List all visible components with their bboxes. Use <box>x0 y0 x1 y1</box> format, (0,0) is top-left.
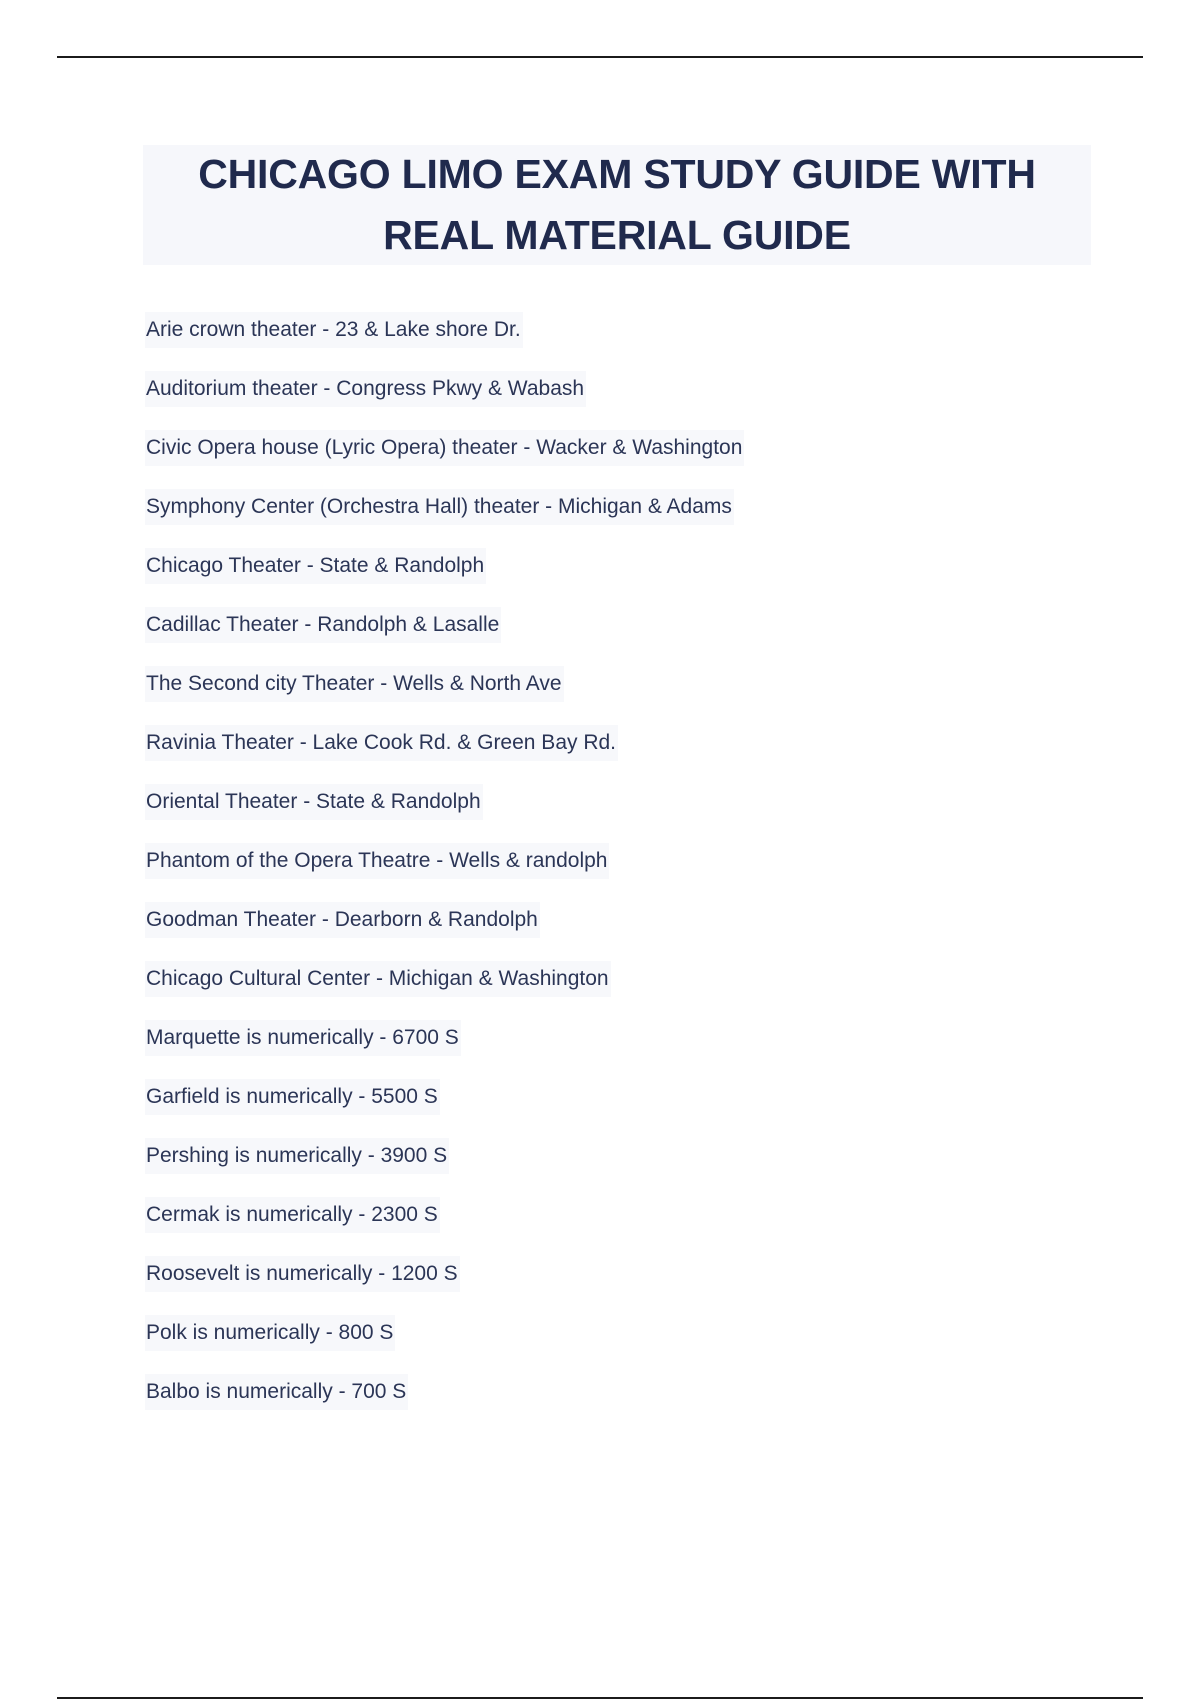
entry-text: Chicago Cultural Center - Michigan & Washington <box>145 961 611 997</box>
list-item <box>145 1315 744 1374</box>
entry-text: Balbo is numerically - 700 S <box>145 1374 408 1410</box>
entry-text: The Second city Theater - Wells & North Ave <box>145 666 564 702</box>
title-line-2: REAL MATERIAL GUIDE <box>383 212 851 258</box>
list-item <box>145 1079 744 1138</box>
entry-text: Civic Opera house (Lyric Opera) theater - Wacker & Washington <box>145 430 744 466</box>
list-item <box>145 843 744 902</box>
list-item <box>145 666 744 725</box>
list-item <box>145 607 744 666</box>
entry-text: Symphony Center (Orchestra Hall) theater - Michigan & Adams <box>145 489 734 525</box>
entry-text: Roosevelt is numerically - 1200 S <box>145 1256 460 1292</box>
list-item <box>145 1256 744 1315</box>
entry-text: Goodman Theater - Dearborn & Randolph <box>145 902 540 938</box>
list-item <box>145 725 744 784</box>
list-item <box>145 1374 744 1433</box>
entry-text: Chicago Theater - State & Randolph <box>145 548 486 584</box>
entry-text: Cermak is numerically - 2300 S <box>145 1197 440 1233</box>
list-item <box>145 902 744 961</box>
entry-text: Marquette is numerically - 6700 S <box>145 1020 461 1056</box>
list-item <box>145 1197 744 1256</box>
list-item <box>145 312 744 371</box>
list-item <box>145 1138 744 1197</box>
footer-rule <box>57 1697 1143 1699</box>
study-entries-list <box>145 312 744 1433</box>
entry-text: Auditorium theater - Congress Pkwy & Wabash <box>145 371 586 407</box>
entry-text: Pershing is numerically - 3900 S <box>145 1138 449 1174</box>
list-item <box>145 548 744 607</box>
entry-text: Garfield is numerically - 5500 S <box>145 1079 440 1115</box>
entry-text: Ravinia Theater - Lake Cook Rd. & Green Bay Rd. <box>145 725 618 761</box>
document-title <box>143 145 1091 265</box>
list-item <box>145 784 744 843</box>
title-line-1: CHICAGO LIMO EXAM STUDY GUIDE WITH <box>198 151 1036 197</box>
entry-text: Cadillac Theater - Randolph & Lasalle <box>145 607 501 643</box>
list-item <box>145 1020 744 1079</box>
header-rule <box>57 56 1143 58</box>
list-item <box>145 961 744 1020</box>
entry-text: Polk is numerically - 800 S <box>145 1315 395 1351</box>
list-item <box>145 430 744 489</box>
entry-text: Phantom of the Opera Theatre - Wells & randolph <box>145 843 609 879</box>
list-item <box>145 371 744 430</box>
list-item <box>145 489 744 548</box>
entry-text: Arie crown theater - 23 & Lake shore Dr. <box>145 312 523 348</box>
entry-text: Oriental Theater - State & Randolph <box>145 784 483 820</box>
